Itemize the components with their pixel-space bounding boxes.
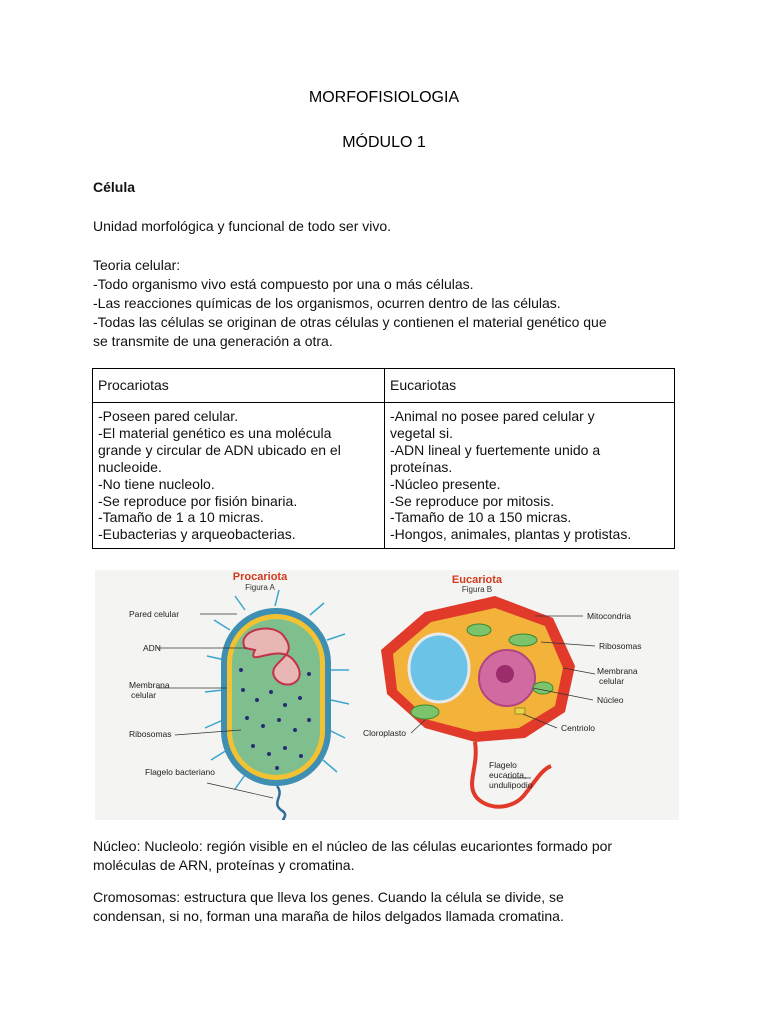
label-ribosomas: Ribosomas bbox=[129, 729, 172, 739]
label-celular-eucariota: celular bbox=[599, 676, 625, 686]
prokaryote-cell bbox=[205, 590, 349, 820]
procariotas-line: nucleoide. bbox=[98, 458, 162, 475]
procariotas-cell bbox=[93, 403, 385, 549]
procariotas-line: grande y circular de ADN ubicado en el bbox=[98, 441, 341, 458]
label-flagelo-bacteriano: Flagelo bacteriano bbox=[145, 767, 215, 777]
eukaryote-cell bbox=[381, 596, 575, 807]
header-eucariotas: Eucariotas bbox=[385, 369, 675, 403]
theory-line: -Todo organismo vivo está compuesto por una o más células. bbox=[93, 276, 474, 292]
eucariotas-line: proteínas. bbox=[390, 458, 453, 475]
nucleo-line: moléculas de ARN, proteínas y cromatina. bbox=[93, 857, 355, 873]
cloroplasto-shape bbox=[411, 705, 439, 719]
eucariotas-line: -Núcleo presente. bbox=[390, 475, 501, 492]
label-cloroplasto: Cloroplasto bbox=[363, 728, 406, 738]
eucariotas-cell bbox=[385, 403, 675, 549]
procariota-title: Procariota bbox=[232, 571, 288, 583]
eucariota-title: Eucariota bbox=[451, 574, 503, 586]
table-row bbox=[93, 403, 675, 549]
label-centriolo: Centriolo bbox=[561, 723, 596, 733]
label-flagelo: Flagelo bbox=[489, 760, 517, 770]
nucleolo-shape bbox=[496, 665, 514, 683]
label-membrana: Membrana bbox=[129, 680, 170, 690]
comparison-table bbox=[92, 368, 675, 549]
theory-heading: Teoria celular: bbox=[93, 257, 181, 273]
nucleo-line: Núcleo: Nucleolo: región visible en el núcleo de las células eucariontes formado por bbox=[93, 838, 613, 854]
theory-line: -Todas las células se originan de otras células y contienen el material genético que bbox=[93, 314, 607, 330]
eucariotas-line: -Tamaño de 10 a 150 micras. bbox=[390, 509, 572, 526]
module-heading: MÓDULO 1 bbox=[342, 134, 426, 151]
label-adn: ADN bbox=[143, 643, 161, 653]
eucariotas-line: -ADN lineal y fuertemente unido a bbox=[390, 441, 601, 458]
document-title: MORFOFISIOLOGIA bbox=[308, 89, 460, 106]
procariotas-line: -Tamaño de 1 a 10 micras. bbox=[98, 509, 264, 526]
eucariotas-line: -Se reproduce por mitosis. bbox=[390, 492, 555, 509]
label-undulipodio: undulipodio bbox=[489, 780, 533, 790]
label-mitocondria: Mitocondria bbox=[587, 611, 631, 621]
header-procariotas: Procariotas bbox=[93, 369, 385, 403]
procariotas-line: -Eubacterias y arqueobacterias. bbox=[98, 526, 296, 543]
label-nucleo: Núcleo bbox=[597, 695, 624, 705]
cell-diagram-svg bbox=[95, 570, 679, 820]
procariotas-line: -No tiene nucleolo. bbox=[98, 475, 215, 492]
organelo-shape-2 bbox=[533, 682, 553, 694]
organelo-shape bbox=[467, 624, 491, 636]
vacuola-shape bbox=[409, 634, 469, 702]
centriolo-shape bbox=[515, 708, 525, 714]
eucariotas-line: -Animal no posee pared celular y bbox=[390, 408, 595, 424]
definition-text: Unidad morfológica y funcional de todo ser vivo. bbox=[93, 218, 392, 234]
procariotas-line: -El material genético es una molécula bbox=[98, 424, 332, 441]
eucariota-subtitle: Figura B bbox=[461, 585, 493, 594]
nucleo-paragraph bbox=[93, 837, 678, 875]
cell-diagram-figure bbox=[95, 570, 679, 820]
cromosomas-line: condensan, si no, forman una maraña de hilos delgados llamada cromatina. bbox=[93, 908, 564, 924]
theory-line: se transmite de una generación a otra. bbox=[93, 333, 333, 349]
label-ribosomas-eucariota: Ribosomas bbox=[599, 641, 642, 651]
section-heading: Célula bbox=[93, 179, 136, 195]
label-eucariota: eucariota, bbox=[489, 770, 527, 780]
eucariotas-line: -Hongos, animales, plantas y protistas. bbox=[390, 526, 632, 543]
label-celular: celular bbox=[131, 690, 157, 700]
table-header-row bbox=[93, 369, 675, 403]
mitocondria-shape bbox=[509, 634, 537, 646]
cromosomas-paragraph bbox=[93, 888, 678, 926]
cromosomas-line: Cromosomas: estructura que lleva los genes. Cuando la célula se divide, se bbox=[93, 889, 564, 905]
eucariotas-line: vegetal si. bbox=[390, 424, 454, 441]
label-membrana-eucariota: Membrana bbox=[597, 666, 638, 676]
procariotas-line: -Se reproduce por fisión binaria. bbox=[98, 492, 298, 509]
label-pared-celular: Pared celular bbox=[129, 609, 180, 619]
flagelo-bacteriano-shape bbox=[277, 786, 285, 820]
procariota-subtitle: Figura A bbox=[245, 583, 275, 592]
theory-line: -Las reacciones químicas de los organismos, ocurren dentro de las células. bbox=[93, 295, 561, 311]
theory-block bbox=[93, 256, 678, 351]
procariotas-line: -Poseen pared celular. bbox=[98, 408, 239, 424]
